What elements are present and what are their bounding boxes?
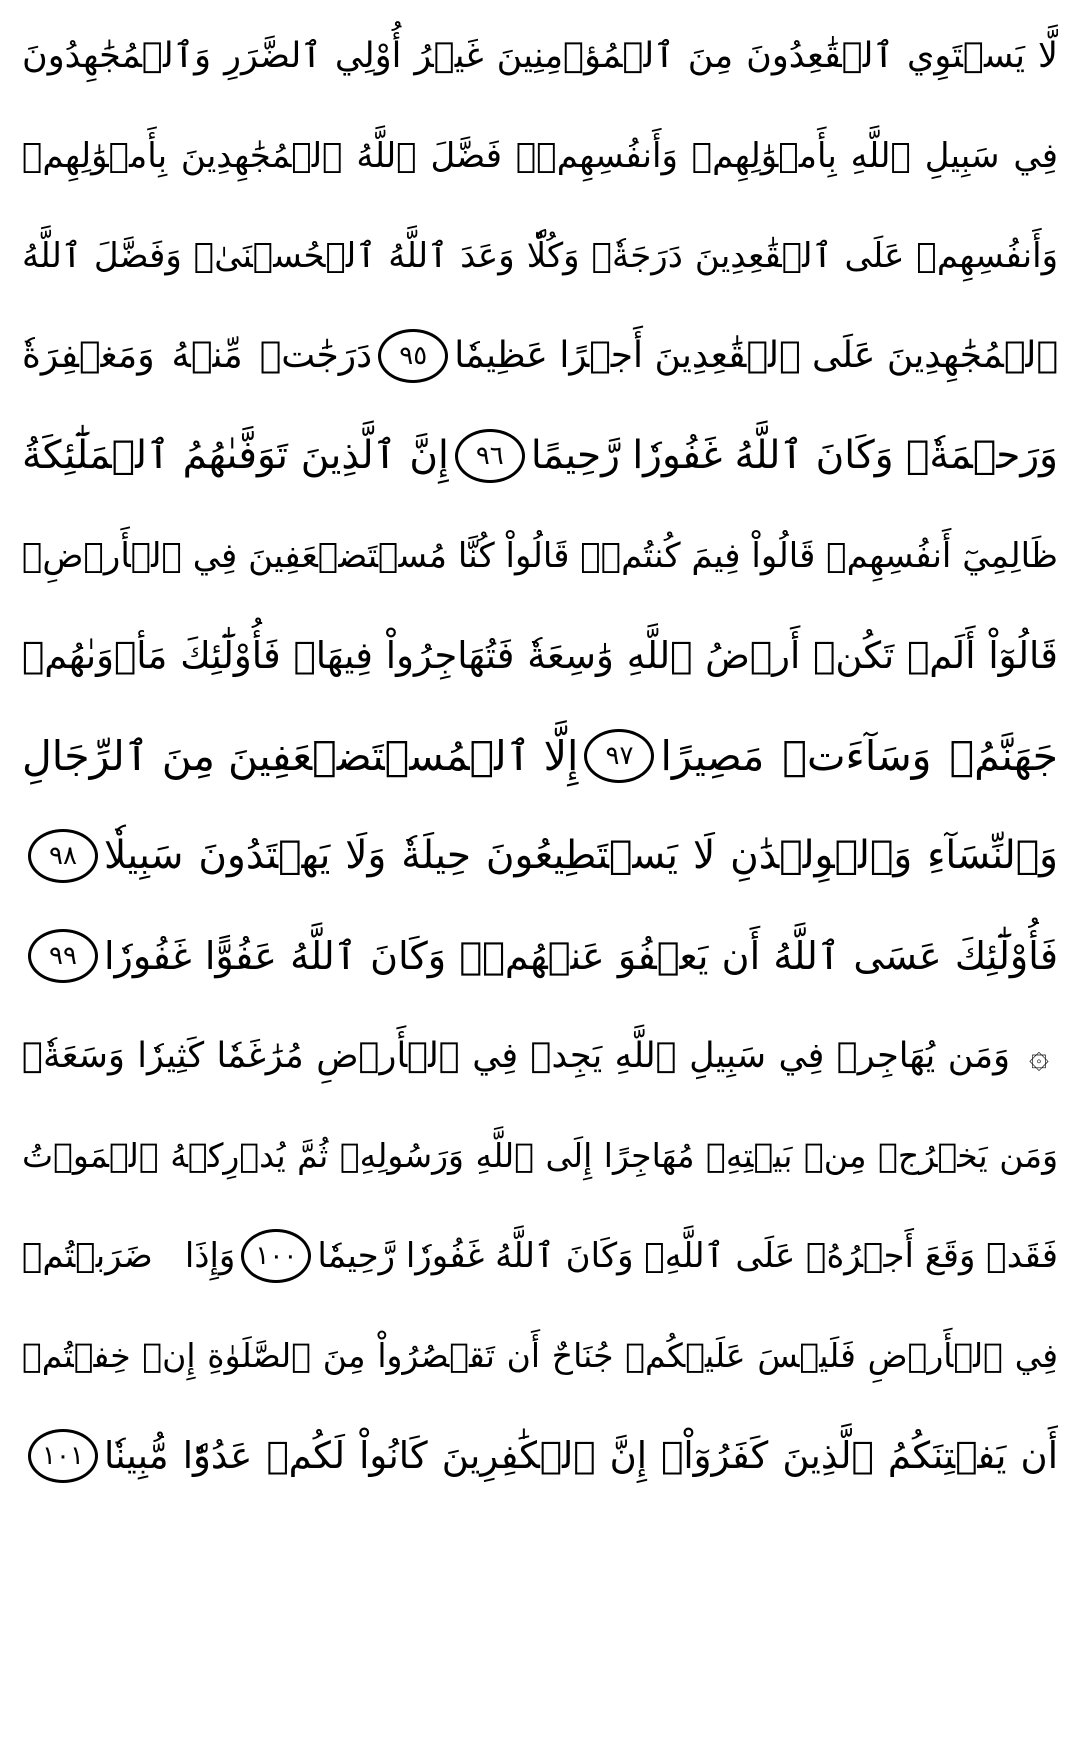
line-text: قَالُوٓاْ أَلَمۡ تَكُنۡ أَرۡضُ ٱللَّهِ وَٰسِعَةٗ فَتُهَاجِرُواْ فِيهَاۚ فَأُوْلَٰٓئِكَ مَأۡوَىٰهُمۡ	[22, 634, 1058, 677]
line-text: جَهَنَّمُۖ وَسَآءَتۡ مَصِيرًا	[660, 732, 1058, 780]
text-line-7	[22, 606, 1058, 706]
text-line-11	[22, 1006, 1058, 1106]
ayah-marker-98: ٩٨	[28, 829, 98, 883]
text-line-9	[22, 806, 1058, 906]
line-text: وَرَحۡمَةٗۚ وَكَانَ ٱللَّهُ غَفُورٗا رَّحِيمًا	[530, 433, 1058, 478]
text-line-14	[22, 1306, 1058, 1406]
text-line-6	[22, 506, 1058, 606]
line-text: فَقَدۡ وَقَعَ أَجۡرُهُۥ عَلَى ٱللَّهِۗ وَكَانَ ٱللَّهُ غَفُورٗا رَّحِيمٗا	[317, 1236, 1058, 1276]
text-line-2	[22, 106, 1058, 206]
line-text: فِي سَبِيلِ ٱللَّهِ بِأَمۡوَٰلِهِمۡ وَأَنفُسِهِمۡۚ فَضَّلَ ٱللَّهُ ٱلۡمُجَٰهِدِينَ بِأَمۡوَٰلِهِمۡ	[22, 136, 1058, 176]
line-text: فَأُوْلَٰٓئِكَ عَسَى ٱللَّهُ أَن يَعۡفُوَ عَنۡهُمۡۚ وَكَانَ ٱللَّهُ عَفُوًّا غَفُورٗا	[104, 934, 1058, 978]
ayah-marker-99: ٩٩	[28, 929, 98, 983]
ayah-marker-96: ٩٦	[455, 429, 525, 483]
text-line-5	[22, 406, 1058, 506]
line-text: أَن يَفۡتِنَكُمُ ٱلَّذِينَ كَفَرُوٓاْۚ إِنَّ ٱلۡكَٰفِرِينَ كَانُواْ لَكُمۡ عَدُوّٗا مُّبِينٗا	[104, 1434, 1058, 1477]
text-line-3	[22, 206, 1058, 306]
text-line-15	[22, 1406, 1058, 1506]
hizb-marker-icon: ۞	[1029, 1036, 1049, 1076]
line-text: لَّا يَسۡتَوِي ٱلۡقَٰعِدُونَ مِنَ ٱلۡمُؤۡمِنِينَ غَيۡرُ أُوْلِي ٱلضَّرَرِ وَٱلۡمُجَٰهِدُونَ	[22, 36, 1058, 76]
ayah-marker-100: ١٠٠	[241, 1229, 311, 1283]
line-text: وَمَن يَخۡرُجۡ مِنۢ بَيۡتِهِۦ مُهَاجِرًا إِلَى ٱللَّهِ وَرَسُولِهِۦ ثُمَّ يُدۡرِكۡهُ ٱلۡمَوۡتُ	[22, 1136, 1058, 1175]
line-text: وَمَن يُهَاجِرۡ فِي سَبِيلِ ٱللَّهِ يَجِدۡ فِي ٱلۡأَرۡضِ مُرَٰغَمٗا كَثِيرٗا وَسَعَةٗۚ	[22, 1036, 1010, 1076]
text-line-12	[22, 1106, 1058, 1206]
text-line-4	[22, 306, 1058, 406]
text-line-8	[22, 706, 1058, 806]
ayah-marker-95: ٩٥	[378, 329, 448, 383]
line-text-after: إِنَّ ٱلَّذِينَ تَوَفَّىٰهُمُ ٱلۡمَلَٰٓئِكَةُ	[22, 433, 449, 478]
text-line-1	[22, 6, 1058, 106]
text-line-10	[22, 906, 1058, 1006]
line-text: ٱلۡمُجَٰهِدِينَ عَلَى ٱلۡقَٰعِدِينَ أَجۡرًا عَظِيمٗا	[454, 335, 1058, 376]
line-text: فِي ٱلۡأَرۡضِ فَلَيۡسَ عَلَيۡكُمۡ جُنَاحٌ أَن تَقۡصُرُواْ مِنَ ٱلصَّلَوٰةِ إِنۡ خِفۡتُمۡ	[22, 1336, 1058, 1375]
ayah-marker-97: ٩٧	[584, 729, 654, 783]
line-text: وَأَنفُسِهِمۡ عَلَى ٱلۡقَٰعِدِينَ دَرَجَةٗۚ وَكُلّٗا وَعَدَ ٱللَّهُ ٱلۡحُسۡنَىٰۚ وَفَضَّلَ ٱللَّهُ	[22, 236, 1058, 276]
text-line-13	[22, 1206, 1058, 1306]
line-text-after: إِلَّا ٱلۡمُسۡتَضۡعَفِينَ مِنَ ٱلرِّجَالِ	[22, 732, 579, 780]
line-text-after: دَرَجَٰتٖ مِّنۡهُ وَمَغۡفِرَةٗ	[22, 335, 373, 376]
line-text: وَٱلنِّسَآءِ وَٱلۡوِلۡدَٰنِ لَا يَسۡتَطِيعُونَ حِيلَةٗ وَلَا يَهۡتَدُونَ سَبِيلٗا	[104, 833, 1058, 878]
line-text: ظَالِمِيٓ أَنفُسِهِمۡ قَالُواْ فِيمَ كُنتُمۡۖ قَالُواْ كُنَّا مُسۡتَضۡعَفِينَ فِي ٱلۡأَرۡضِۚ	[22, 536, 1058, 576]
line-text-after: وَإِذَا ضَرَبۡتُمۡ	[22, 1236, 236, 1276]
ayah-marker-101: ١٠١	[28, 1429, 98, 1483]
